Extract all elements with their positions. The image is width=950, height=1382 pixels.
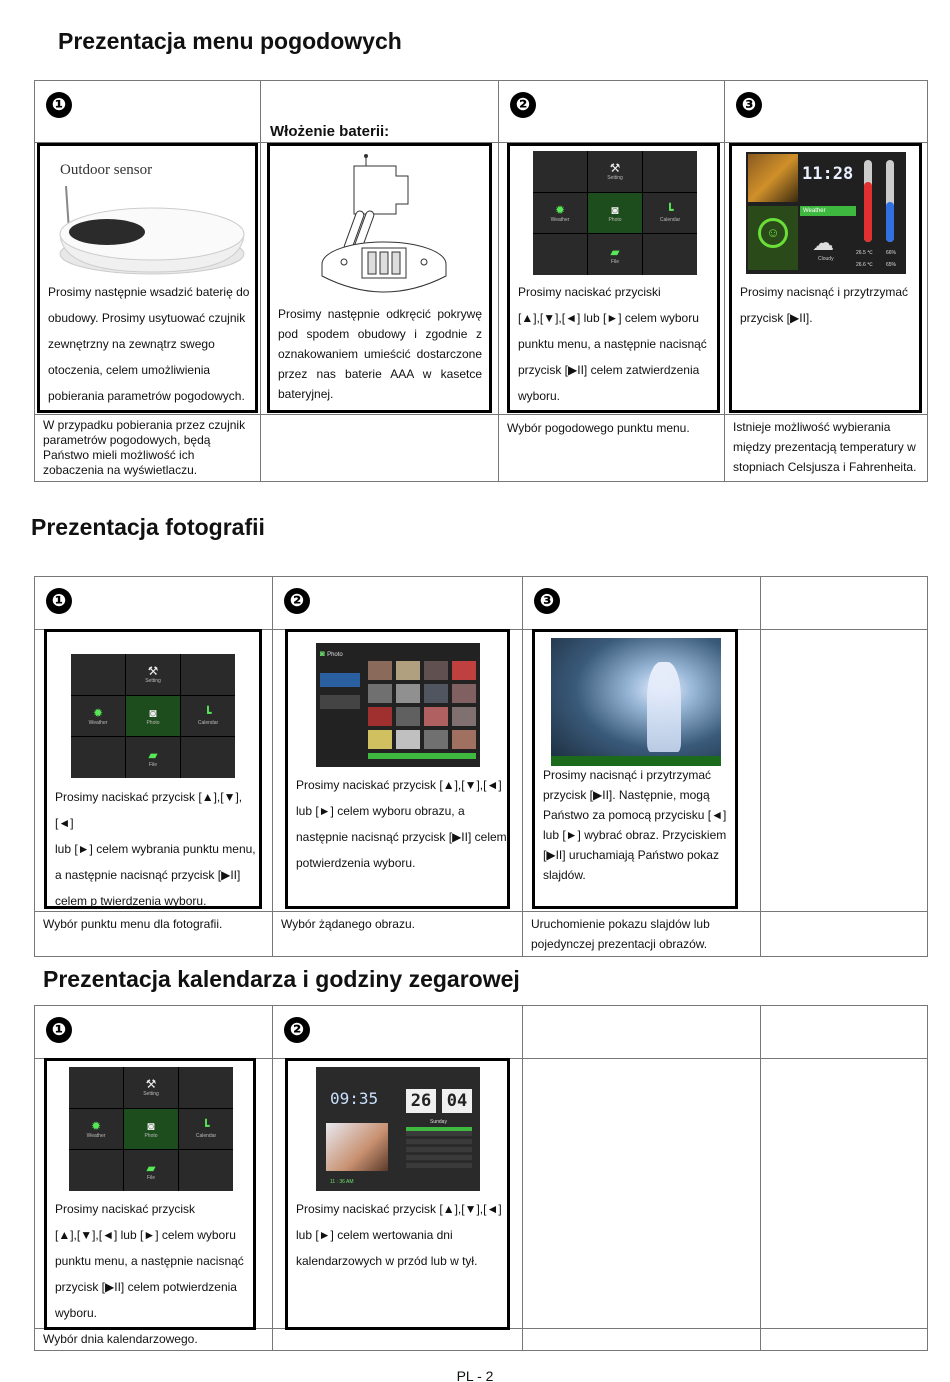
clock-display: 11:28 [802,164,854,184]
fairy-figure [647,662,681,752]
calendar-grid [406,1127,472,1171]
sensor-box [37,143,258,413]
setting-icon: ⚒ [147,664,159,679]
section-title-weather: Prezentacja menu pogodowych [58,28,402,54]
weather-tab: Weather [800,206,856,216]
photo-thumb[interactable] [396,684,420,703]
photo-thumb[interactable] [424,707,448,726]
calendar-menu-box [44,1058,256,1330]
setting-icon: ⚒ [609,161,621,176]
page-number: PL - 2 [456,1368,494,1382]
caption-line: pojedynczej prezentacji obrazów. [531,937,708,951]
photo-thumb[interactable] [368,684,392,703]
step-number: ❷ [510,92,536,118]
text-line: celem p twierdzenia wyboru. [55,894,207,908]
folder-icon: ▰ [148,747,158,762]
caption-line: Istnieje możliwość wybierania [733,420,891,434]
text-line: zewnętrzny na zewnątrz swego [48,337,215,351]
photo-select-box [285,629,510,909]
weather-screen-box [729,143,922,413]
text-line: Prosimy nacisnąć i przytrzymać [543,768,712,782]
step-number: ❷ [284,588,310,614]
month-card: 04 [442,1089,472,1113]
thumbnail-grid [368,661,476,749]
menu-screen: ⚒ Setting ✹ Weather ◙ Photo ┗ Calendar ▰ File [533,151,697,275]
text-line: lub [►] celem wertowania dni [296,1228,453,1242]
slideshow-screen [551,638,721,766]
weather-screen: 11:28 ☺ Weather ☁ Cloudy 26.5 ℃ 66% 26.6 ℃ 65% [746,152,906,274]
section-title-calendar: Prezentacja kalendarza i godziny zegarowej [43,966,520,992]
caption-line: stopniach Celsjusza i Fahrenheita. [733,460,917,474]
photo-thumb[interactable] [452,661,476,680]
text-line: Prosimy naciskać przyciski [518,285,661,299]
camera-icon: ◙ [149,705,157,720]
caption: W przypadku pobierania przez czujnik parametrów pogodowych, będą Państwo mieli możliwość ich zobaczenia na wyświetlaczu. [43,418,246,477]
clock-display: 09:35 [330,1089,379,1108]
calendar-icon: ┗ [666,202,674,217]
text-line: Prosimy następnie wsadzić baterię do [48,285,250,299]
photo-thumb[interactable] [452,707,476,726]
thumb-selected [320,673,360,687]
photo-thumb[interactable] [368,707,392,726]
photo-thumb[interactable] [368,661,392,680]
weather-icon: ✹ [90,1118,102,1133]
caption: Wybór punktu menu dla fotografii. [43,917,223,931]
step-number: ❶ [46,92,72,118]
calendar-icon: ┗ [202,1118,210,1133]
step-number: ❷ [284,1017,310,1043]
step-number: ❸ [736,92,762,118]
text-line: lub [►] celem wyboru obrazu, a [296,804,465,818]
sensor-label: Outdoor sensor [60,162,153,178]
text-line: Prosimy naciskać przycisk [▲],[▼],[◄] [55,790,243,830]
photo-thumb[interactable] [396,707,420,726]
text-line: wyboru. [55,1306,98,1320]
caption-line: między prezentacją temperatury w [733,440,916,454]
text-line: [▲],[▼],[◄] lub [►] celem wyboru [518,311,699,325]
caption: Wybór dnia kalendarzowego. [43,1332,198,1346]
text-line: Państwo za pomocą przycisku [◄] [543,808,727,822]
section-title-photo: Prezentacja fotografii [31,514,265,540]
text-line: [▲],[▼],[◄] lub [►] celem wyboru [55,1228,236,1242]
caption-line: Uruchomienie pokazu slajdów lub [531,917,710,931]
smiley-icon: ☺ [758,218,788,248]
battery-diagram [314,152,454,302]
folder-icon: ▰ [610,244,620,259]
text-line: punktu menu, a następnie nacisnąć [55,1254,244,1268]
step-number: ❶ [46,1017,72,1043]
text-line: [▶II] uruchamiają Państwo pokaz [543,848,719,862]
photo-thumbnail [748,154,798,202]
step-number: ❸ [534,588,560,614]
text-line: przycisk [▶II] celem potwierdzenia [55,1280,237,1294]
camera-icon: ◙ [147,1118,155,1133]
outdoor-sensor-image [52,176,252,276]
text-line: slajdów. [543,868,586,882]
photo-thumb[interactable] [424,730,448,749]
setting-icon: ⚒ [145,1077,157,1092]
text-line: obudowy. Prosimy usytuować czujnik [48,311,246,325]
step-number: ❶ [46,588,72,614]
text-line: Prosimy naciskać przycisk [▲],[▼],[◄] [296,1202,502,1216]
menu-screen: ⚒ Setting ✹ Weather ◙ Photo ┗ Calendar ▰ File [71,654,235,778]
photo-thumb[interactable] [368,730,392,749]
text-line: przycisk [▶II] celem zatwierdzenia [518,363,700,377]
weather-icon: ✹ [554,202,566,217]
text-line: lub [►] wybrać obraz. Przyciskiem [543,828,727,842]
camera-icon: ◙ [611,202,619,217]
photo-browser-screen: ◙ Photo [316,643,480,767]
text-line: następnie nacisnąć przycisk [▶II] celem [296,830,507,844]
text-line: wyboru. [518,389,561,403]
battery-heading: Włożenie baterii: [270,123,390,140]
text-line: lub [►] celem wybrania punktu menu, [55,842,256,856]
camera-icon: ◙ [320,649,325,658]
weather-icon: ✹ [92,705,104,720]
progress-bar [368,753,476,759]
text-line: Prosimy naciskać przycisk [▲],[▼],[◄] [296,778,502,792]
day-card: 26 [406,1089,436,1113]
text-line: przycisk [▶II]. Następnie, mogą [543,788,710,802]
text-line: przycisk [▶II]. [740,311,813,325]
caption: Wybór żądanego obrazu. [281,917,415,931]
person-photo [326,1123,388,1171]
battery-box [267,143,492,413]
text-line: pobierania parametrów pogodowych. [48,389,245,403]
text-line: kalendarzowych w przód lub w tył. [296,1254,478,1268]
menu-box [507,143,720,413]
thermometer-red [864,160,872,242]
calendar-screen-box [285,1058,510,1330]
text-line: punktu menu, a następnie nacisnąć [518,337,707,351]
battery-text: Prosimy następnie odkręcić pokrywę pod spodem obudowy i zgodnie z oznakowaniem umieścić dostarczone przez nas baterie AAA w kasetce bateryjnej. [278,307,482,401]
photo-thumb[interactable] [396,661,420,680]
thermometer-blue [886,160,894,242]
photo-menu-box [44,629,262,909]
photo-thumb[interactable] [424,684,448,703]
calendar-screen: 09:35 11 : 36 AM 26 04 Sunday [316,1067,480,1191]
text-line: Prosimy naciskać przycisk [55,1202,196,1216]
menu-screen: ⚒ Setting ✹ Weather ◙ Photo ┗ Calendar ▰ File [69,1067,233,1191]
slideshow-box [532,629,738,909]
photo-thumb[interactable] [452,684,476,703]
photo-thumb[interactable] [396,730,420,749]
text-line: a następnie nacisnąć przycisk [▶II] [55,868,241,882]
text-line: otoczenia, celem umożliwienia [48,363,211,377]
cloud-icon: ☁ [812,230,834,255]
folder-icon: ▰ [146,1160,156,1175]
caption: Wybór pogodowego punktu menu. [507,421,690,435]
calendar-icon: ┗ [204,705,212,720]
text-line: potwierdzenia wyboru. [296,856,416,870]
text-line: Prosimy nacisnąć i przytrzymać [740,285,909,299]
photo-thumb[interactable] [452,730,476,749]
photo-thumb[interactable] [424,661,448,680]
